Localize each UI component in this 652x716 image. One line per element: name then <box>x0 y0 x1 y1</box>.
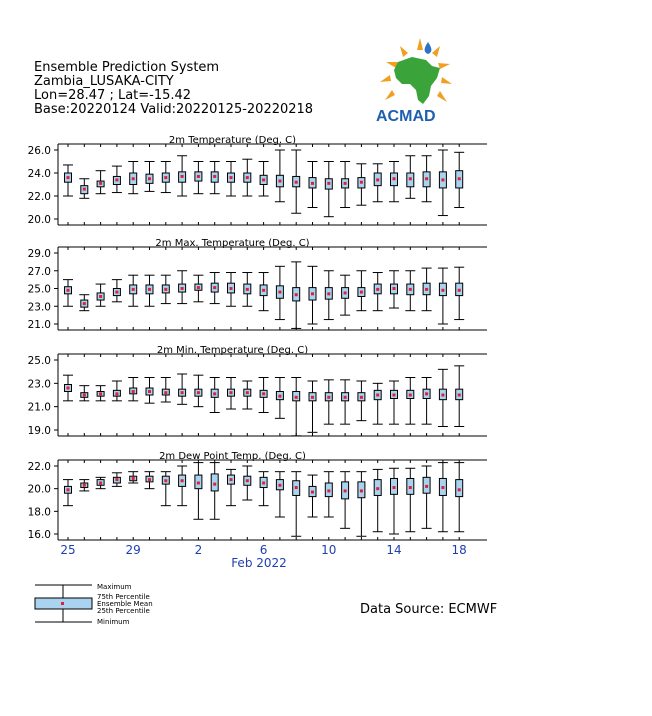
x-tick-label: 29 <box>125 543 141 557</box>
mean-marker <box>278 395 281 398</box>
mean-marker <box>278 180 281 183</box>
mean-marker <box>230 176 233 179</box>
mean-marker <box>99 482 102 485</box>
mean-marker <box>197 286 200 289</box>
mean-marker <box>458 394 461 397</box>
y-tick-label: 22.0 <box>27 191 51 203</box>
mean-marker <box>230 391 233 394</box>
x-tick-label: 6 <box>259 543 268 557</box>
y-tick-label: 27.0 <box>27 265 51 278</box>
mean-marker <box>164 288 167 291</box>
mean-marker <box>115 478 118 481</box>
mean-marker <box>409 288 412 291</box>
mean-marker <box>164 391 167 394</box>
mean-marker <box>83 188 86 191</box>
mean-marker <box>376 394 379 397</box>
mean-marker <box>295 181 298 184</box>
mean-marker <box>197 391 200 394</box>
mean-marker <box>327 182 330 185</box>
mean-marker <box>409 394 412 397</box>
mean-marker <box>393 394 396 397</box>
mean-marker <box>344 396 347 399</box>
mean-marker <box>115 291 118 294</box>
mean-marker <box>409 486 412 489</box>
mean-marker <box>327 396 330 399</box>
mean-marker <box>278 291 281 294</box>
mean-marker <box>360 396 363 399</box>
mean-marker <box>83 394 86 397</box>
mean-marker <box>360 489 363 492</box>
mean-marker <box>393 177 396 180</box>
iqr-box <box>211 474 218 491</box>
mean-marker <box>164 176 167 179</box>
mean-marker <box>181 479 184 482</box>
mean-marker <box>311 491 314 494</box>
mean-marker <box>295 293 298 296</box>
mean-marker <box>360 291 363 294</box>
x-tick-label: 25 <box>60 543 76 557</box>
mean-marker <box>115 392 118 395</box>
mean-marker <box>148 478 151 481</box>
mean-marker <box>441 178 444 181</box>
mean-marker <box>246 479 249 482</box>
mean-marker <box>83 302 86 305</box>
y-tick-label: 19.0 <box>27 425 51 437</box>
mean-marker <box>311 396 314 399</box>
mean-marker <box>262 392 265 395</box>
x-tick-label: 14 <box>386 543 402 557</box>
y-tick-label: 25.0 <box>27 283 51 296</box>
logo-text: ACMAD <box>376 108 436 125</box>
mean-marker <box>132 288 135 291</box>
y-tick-label: 26.0 <box>27 145 51 157</box>
mean-marker <box>230 478 233 481</box>
y-tick-label: 24.0 <box>27 168 51 180</box>
mean-marker <box>99 392 102 395</box>
mean-marker <box>295 396 298 399</box>
mean-marker <box>262 482 265 485</box>
mean-marker <box>344 182 347 185</box>
mean-marker <box>360 181 363 184</box>
mean-marker <box>425 485 428 488</box>
mean-marker <box>181 391 184 394</box>
legend-p25: 25th Percentile <box>97 607 150 615</box>
mean-marker <box>67 289 70 292</box>
mean-marker <box>376 487 379 490</box>
mean-marker <box>327 292 330 295</box>
mean-marker <box>181 175 184 178</box>
mean-marker <box>164 479 167 482</box>
mean-marker <box>425 392 428 395</box>
legend-mean: Ensemble Mean <box>97 600 153 608</box>
mean-marker <box>213 483 216 486</box>
mean-marker <box>115 178 118 181</box>
mean-marker <box>393 287 396 290</box>
mean-marker <box>67 387 70 390</box>
y-tick-label: 23.0 <box>27 378 51 391</box>
mean-marker <box>425 288 428 291</box>
mean-marker <box>441 486 444 489</box>
panel-title: 2m Max. Temperature (Deg. C) <box>155 238 310 249</box>
x-tick-label: 18 <box>451 543 467 557</box>
mean-marker <box>246 391 249 394</box>
mean-marker <box>246 176 249 179</box>
data-source: Data Source: ECMWF <box>360 602 498 617</box>
panel-title: 2m Min. Temperature (Deg. C) <box>156 345 309 356</box>
mean-marker <box>425 177 428 180</box>
mean-marker <box>458 488 461 491</box>
y-tick-label: 20.0 <box>27 483 51 496</box>
mean-marker <box>213 286 216 289</box>
mean-marker <box>67 176 70 179</box>
header-coordinates: Lon=28.47 ; Lat=-15.42 <box>34 88 192 103</box>
y-tick-label: 21.0 <box>27 319 51 331</box>
mean-marker <box>99 182 102 185</box>
mean-marker <box>148 177 151 180</box>
mean-marker <box>132 477 135 480</box>
mean-marker <box>262 178 265 181</box>
y-tick-label: 25.0 <box>27 355 51 367</box>
legend-p75: 75th Percentile <box>97 593 150 601</box>
mean-marker <box>197 175 200 178</box>
panel-title: 2m Temperature (Deg. C) <box>168 135 297 146</box>
legend-minimum: Minimum <box>97 618 130 626</box>
mean-marker <box>213 392 216 395</box>
y-tick-label: 29.0 <box>27 248 51 260</box>
mean-marker <box>197 482 200 485</box>
mean-marker <box>230 287 233 290</box>
x-tick-label: 2 <box>194 543 203 557</box>
legend-maximum: Maximum <box>97 583 132 591</box>
mean-marker <box>458 177 461 180</box>
iqr-box <box>456 480 463 497</box>
mean-marker <box>132 390 135 393</box>
header-location: Zambia_LUSAKA-CITY <box>34 74 174 89</box>
mean-marker <box>458 289 461 292</box>
header-base-valid: Base:20220124 Valid:20220125-20220218 <box>34 102 314 117</box>
x-axis-month-label: Feb 2022 <box>231 556 287 570</box>
mean-marker <box>311 182 314 185</box>
mean-marker <box>441 289 444 292</box>
panel-title: 2m Dew Point Temp. (Deg. C) <box>159 451 306 462</box>
x-tick-label: 10 <box>321 543 337 557</box>
mean-marker <box>246 288 249 291</box>
mean-marker <box>213 175 216 178</box>
y-tick-label: 21.0 <box>27 401 51 414</box>
mean-marker <box>99 295 102 298</box>
y-tick-label: 18.0 <box>27 506 51 519</box>
mean-marker <box>295 486 298 489</box>
mean-marker <box>278 484 281 487</box>
y-tick-label: 23.0 <box>27 301 51 314</box>
mean-marker <box>83 484 86 487</box>
y-tick-label: 16.0 <box>27 529 51 541</box>
mean-marker <box>181 287 184 290</box>
header-title: Ensemble Prediction System <box>34 60 220 75</box>
mean-marker <box>148 390 151 393</box>
mean-marker <box>376 178 379 181</box>
mean-marker <box>262 289 265 292</box>
mean-marker <box>344 489 347 492</box>
y-tick-label: 20.0 <box>27 214 51 226</box>
mean-marker <box>327 489 330 492</box>
y-tick-label: 22.0 <box>27 461 51 473</box>
mean-marker <box>409 177 412 180</box>
mean-marker <box>344 291 347 294</box>
mean-marker <box>393 486 396 489</box>
mean-marker <box>441 394 444 397</box>
mean-marker <box>148 288 151 291</box>
mean-marker <box>67 488 70 491</box>
mean-marker <box>376 288 379 291</box>
mean-marker <box>311 292 314 295</box>
mean-marker <box>132 177 135 180</box>
